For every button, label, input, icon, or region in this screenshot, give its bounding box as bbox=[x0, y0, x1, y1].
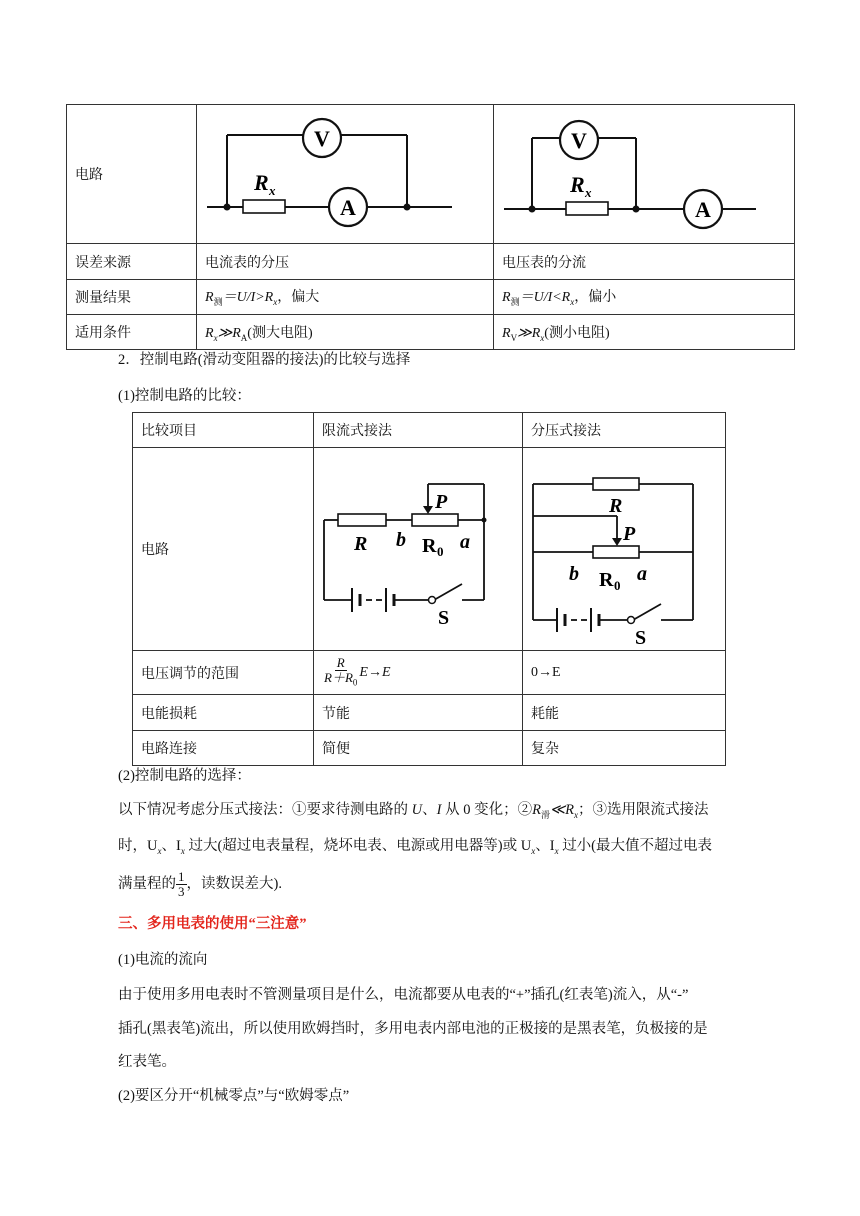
ammeter-external-circuit bbox=[197, 105, 494, 244]
row-label-energy: 电能损耗 bbox=[133, 695, 314, 731]
resistor-label: R bbox=[254, 170, 269, 195]
voltage-divider-circuit bbox=[523, 448, 726, 651]
voltmeter-label: V bbox=[571, 128, 587, 153]
r0-label: R bbox=[599, 569, 614, 591]
cell-energy-b: 耗能 bbox=[523, 695, 726, 731]
cell-voltage-range-a: $\frac{R}{R+R_0}$ E→E bbox=[314, 651, 523, 695]
p-label: P bbox=[623, 523, 636, 545]
ammeter-label: A bbox=[695, 197, 711, 222]
r-label: R bbox=[354, 533, 368, 555]
header-compare-item: 比较项目 bbox=[133, 413, 314, 448]
cell-error-a: 电流表的分压 bbox=[197, 244, 494, 280]
cell-connection-a: 简便 bbox=[314, 731, 523, 766]
paragraph-line-2: 时，$U_x$、$I_x$ 过大(超过电表量程，烧坏电表、电源或用电器等)或 $U_x$、$I_x$ 过小(最大值不超过电表 bbox=[118, 838, 713, 856]
cell-error-b: 电压表的分流 bbox=[494, 244, 795, 280]
subsection-2-title: (2)控制电路的选择： bbox=[118, 768, 251, 784]
r0-sub: 0 bbox=[437, 544, 444, 559]
row-label-result: 测量结果 bbox=[67, 280, 197, 315]
paragraph2-line-3: 红表笔。 bbox=[118, 1054, 176, 1070]
section-3-title: 三、多用电表的使用“三注意” bbox=[118, 916, 307, 932]
paragraph2-line-2: 插孔(黑表笔)流出，所以使用欧姆挡时，多用电表内部电池的正极接的是黑表笔，负极接的是 bbox=[118, 1021, 708, 1037]
subsection-1-title: (1)控制电路的比较： bbox=[118, 388, 251, 404]
measurement-table bbox=[66, 104, 795, 350]
cell-condition-b: $R_V≫R_x$(测小电阻) bbox=[494, 315, 795, 350]
cell-result-b: $R_测=U/I<R_x$，偏小 bbox=[494, 280, 795, 315]
row-label-voltage-range: 电压调节的范围 bbox=[133, 651, 314, 695]
resistor-sub: x bbox=[269, 183, 276, 198]
row-label-condition: 适用条件 bbox=[67, 315, 197, 350]
row-label-circuit: 电路 bbox=[67, 105, 197, 244]
a-label: a bbox=[637, 563, 647, 585]
switch-label: S bbox=[635, 627, 647, 645]
paragraph-line-3: 满量程的 $\frac{1}{3}$ ，读数误差大). bbox=[118, 869, 282, 900]
resistor-sub: x bbox=[585, 185, 592, 200]
paragraph2-line-1: 由于使用多用电表时不管测量项目是什么，电流都要从电表的“+”插孔(红表笔)流入，从“-” bbox=[118, 987, 689, 1003]
row-label-error-source: 误差来源 bbox=[67, 244, 197, 280]
cell-energy-a: 节能 bbox=[314, 695, 523, 731]
cell-connection-b: 复杂 bbox=[523, 731, 726, 766]
ammeter-internal-circuit bbox=[494, 105, 795, 244]
voltmeter-label: V bbox=[314, 126, 330, 151]
b-label: b bbox=[396, 529, 406, 551]
header-voltage-divider: 分压式接法 bbox=[523, 413, 726, 448]
b-label: b bbox=[569, 563, 579, 585]
ammeter-label: A bbox=[340, 195, 356, 220]
a-label: a bbox=[460, 531, 470, 553]
row-label-circuit: 电路 bbox=[133, 448, 314, 651]
r0-label: R bbox=[422, 535, 437, 557]
paragraph-line-1: 以下情况考虑分压式接法：①要求待测电路的 U、I 从 0 变化；$②R_滑≪R_x$；③选用限流式接法 bbox=[118, 802, 709, 820]
resistor-label: R bbox=[570, 172, 585, 197]
cell-condition-a: $R_x≫R_A$(测大电阻) bbox=[197, 315, 494, 350]
current-limiting-circuit bbox=[314, 448, 523, 651]
cell-result-a: $R_测=U/I>R_x$，偏大 bbox=[197, 280, 494, 315]
switch-label: S bbox=[438, 607, 450, 629]
section-2-title: 2．控制电路(滑动变阻器的接法)的比较与选择 bbox=[118, 352, 411, 368]
p-label: P bbox=[435, 491, 448, 513]
item-2-title: (2)要区分开“机械零点”与“欧姆零点” bbox=[118, 1088, 350, 1104]
r0-sub: 0 bbox=[614, 578, 621, 593]
item-1-title: (1)电流的流向 bbox=[118, 952, 208, 968]
header-current-limiting: 限流式接法 bbox=[314, 413, 523, 448]
r-label: R bbox=[609, 495, 623, 517]
control-circuit-table bbox=[132, 412, 726, 766]
cell-voltage-range-b: 0→E bbox=[523, 651, 726, 695]
fraction: $\frac{R}{R+R_0}$ bbox=[324, 654, 358, 688]
row-label-connection: 电路连接 bbox=[133, 731, 314, 766]
